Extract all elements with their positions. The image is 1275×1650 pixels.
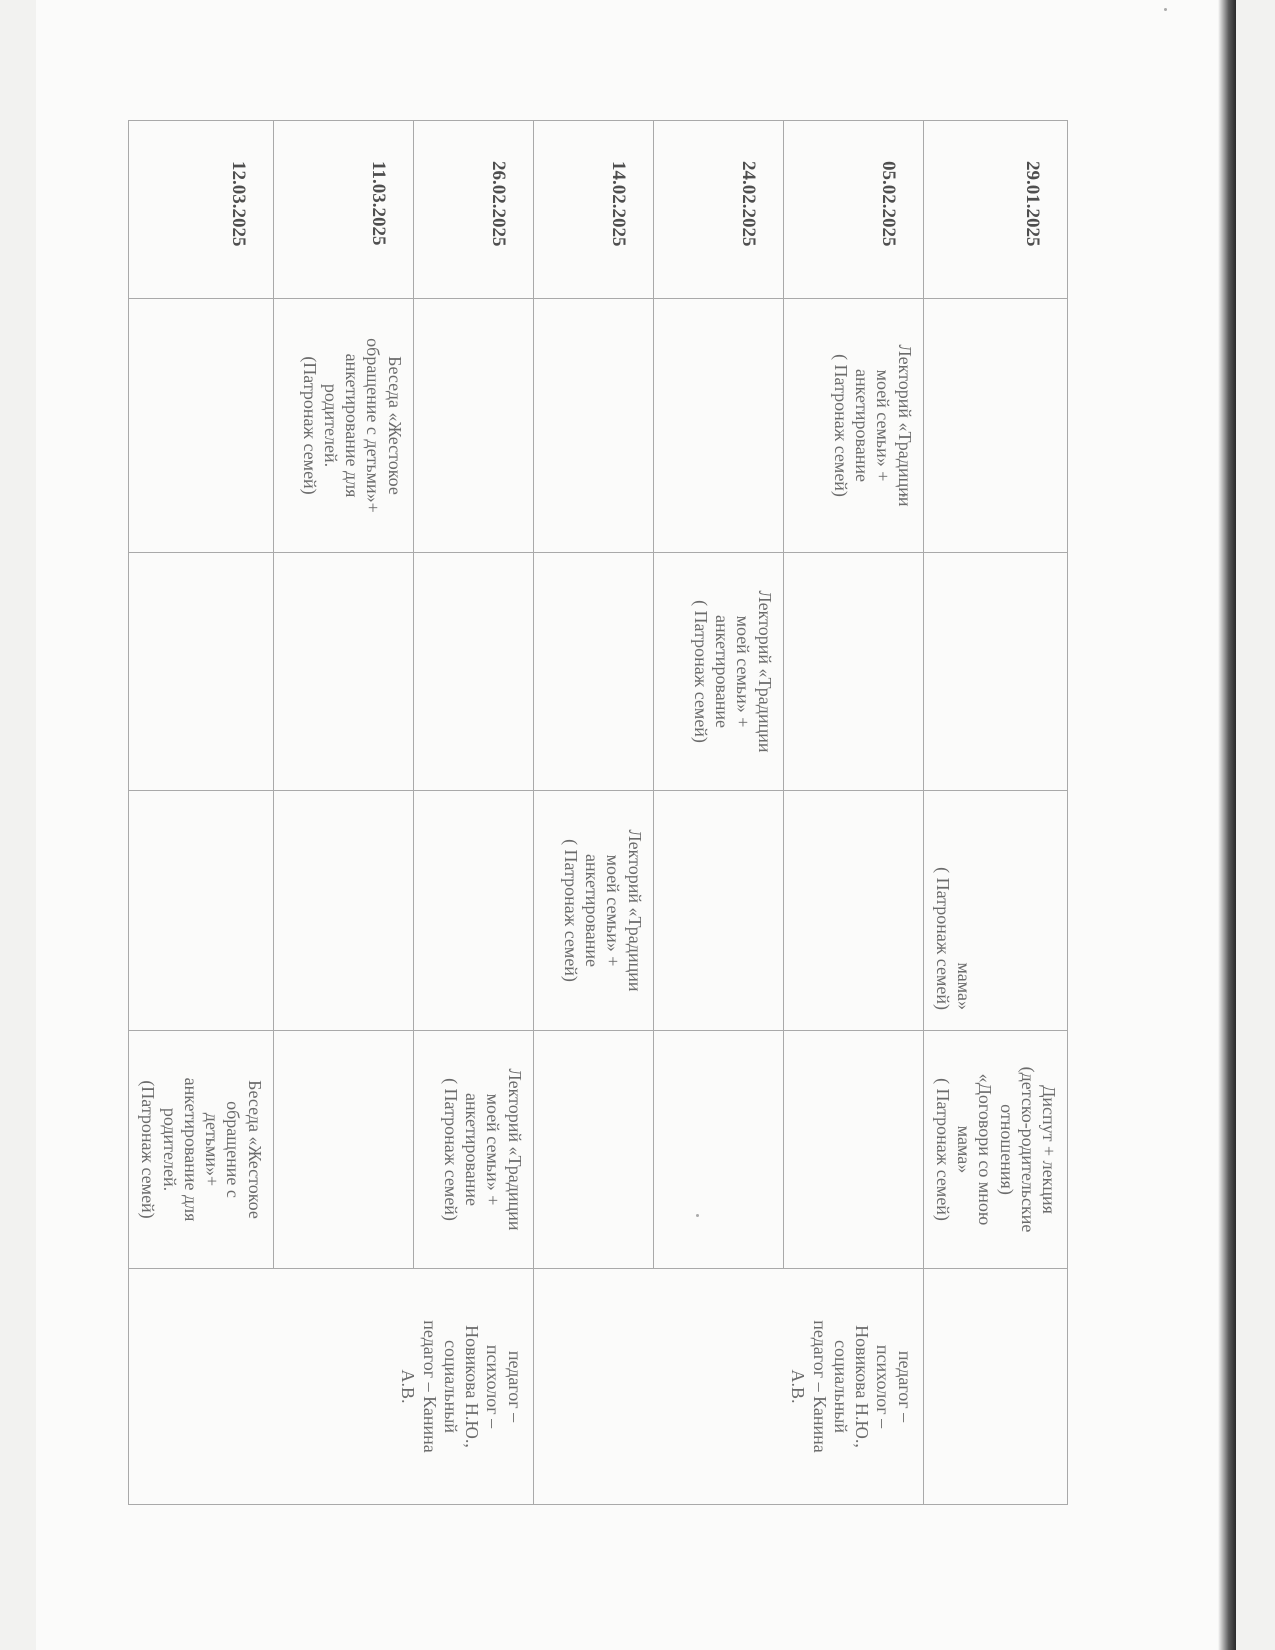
event-cell <box>413 299 533 553</box>
date-cell: 14.02.2025 <box>533 121 653 299</box>
event-cell <box>783 791 923 1031</box>
event-cell <box>533 553 653 791</box>
date-cell: 11.03.2025 <box>273 121 413 299</box>
table-row <box>783 121 923 1505</box>
page-edge-shadow <box>1218 0 1236 1650</box>
event-cell: Беседа «Жестокое обращение с детьми»+ анкетирование для родителей. (Патронаж семей) <box>273 299 413 553</box>
scanned-page <box>36 0 1236 1650</box>
responsible-cell: педагог – психолог – Новикова Н.Ю., социальный педагог – Канина А.В. <box>129 1269 533 1505</box>
rotated-table-wrapper <box>138 120 1068 1504</box>
event-cell <box>783 1031 923 1269</box>
date-cell: 29.01.2025 <box>923 121 1067 299</box>
date-cell: 12.03.2025 <box>129 121 273 299</box>
scan-speck <box>1164 8 1167 11</box>
responsible-cell: педагог – психолог – Новикова Н.Ю., социальный педагог – Канина А.В. <box>533 1269 923 1505</box>
event-cell <box>129 553 273 791</box>
event-cell: Диспут + лекция (детско-родительские отношения) «Договори со мною мама» ( Патронаж семей) <box>923 1031 1067 1269</box>
event-cell <box>653 1031 783 1269</box>
date-cell: 26.02.2025 <box>413 121 533 299</box>
event-cell <box>129 299 273 553</box>
event-cell: мама» ( Патронаж семей) <box>923 791 1067 1031</box>
schedule-table <box>128 120 1068 1505</box>
event-cell <box>413 791 533 1031</box>
event-cell <box>273 791 413 1031</box>
event-cell: Лекторий «Традиции моей семьи» + анкетирование ( Патронаж семей) <box>533 791 653 1031</box>
event-cell: Лекторий «Традиции моей семьи» + анкетирование ( Патронаж семей) <box>783 299 923 553</box>
event-cell <box>653 791 783 1031</box>
event-cell <box>273 553 413 791</box>
table-row <box>413 121 533 1505</box>
event-cell <box>923 553 1067 791</box>
responsible-cell <box>923 1269 1067 1505</box>
event-cell <box>273 1031 413 1269</box>
date-cell: 05.02.2025 <box>783 121 923 299</box>
event-cell <box>533 299 653 553</box>
event-cell <box>653 299 783 553</box>
event-cell <box>923 299 1067 553</box>
event-cell <box>533 1031 653 1269</box>
event-cell: Лекторий «Традиции моей семьи» + анкетирование ( Патронаж семей) <box>413 1031 533 1269</box>
event-cell <box>783 553 923 791</box>
event-cell: Беседа «Жестокое обращение с детьми»+ анкетирование для родителей. (Патронаж семей) <box>129 1031 273 1269</box>
event-cell <box>413 553 533 791</box>
table-row <box>923 121 1067 1505</box>
event-cell <box>129 791 273 1031</box>
event-cell: Лекторий «Традиции моей семьи» + анкетирование ( Патронаж семей) <box>653 553 783 791</box>
date-cell: 24.02.2025 <box>653 121 783 299</box>
